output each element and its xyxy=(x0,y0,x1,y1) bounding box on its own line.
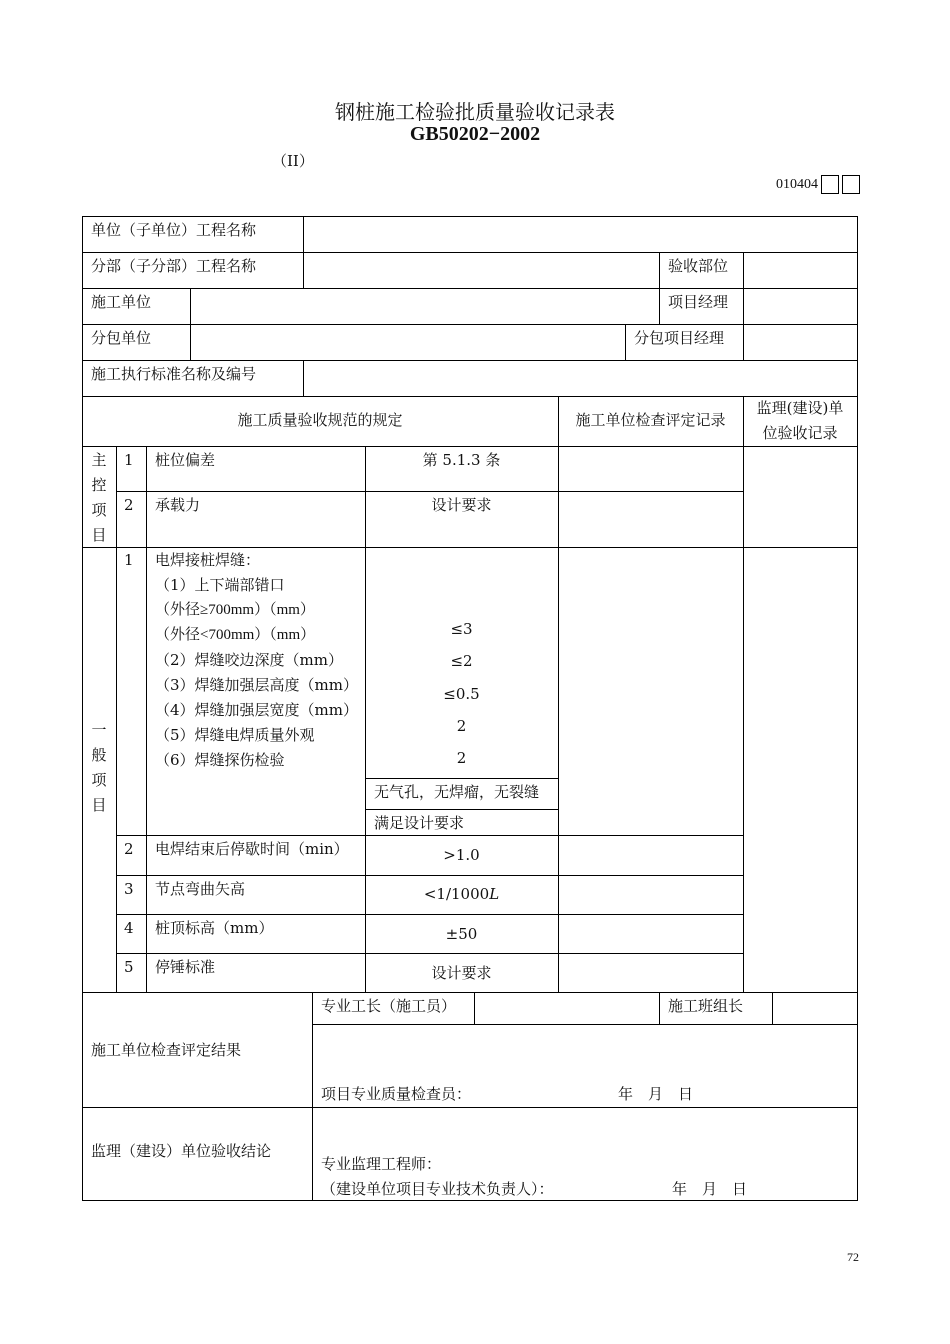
grid-line xyxy=(116,914,743,915)
grid-line xyxy=(743,396,744,992)
foreman-label: 专业工长（施工员） xyxy=(321,997,457,1015)
grid-line xyxy=(82,396,858,397)
construction-unit-label: 施工单位 xyxy=(91,293,152,311)
grid-line xyxy=(82,216,83,1201)
weld-value: 2 xyxy=(456,749,467,767)
general-item-3-req-value: <1/1000 xyxy=(423,885,490,903)
main-group-label: 主控项目 xyxy=(91,451,107,544)
grid-line xyxy=(659,992,660,1024)
weld-item-no: 1 xyxy=(124,551,134,569)
grid-line xyxy=(312,992,313,1200)
grid-line xyxy=(82,992,858,993)
grid-line xyxy=(82,324,858,325)
weld-value: ≤3 xyxy=(450,620,473,638)
grid-line xyxy=(116,446,117,992)
weld-line: （4）焊缝加强层宽度（mm） xyxy=(155,701,358,719)
grid-line xyxy=(303,360,304,396)
grid-line xyxy=(365,778,558,779)
main-item-2-no: 2 xyxy=(124,496,134,514)
construction-result-label: 施工单位检查评定结果 xyxy=(91,1041,242,1059)
weld-value: ≤0.5 xyxy=(443,685,480,703)
code-box-2[interactable] xyxy=(842,175,860,194)
grid-line xyxy=(116,491,743,492)
grid-line xyxy=(116,875,743,876)
weld-line: （6）焊缝探伤检验 xyxy=(155,751,285,769)
inspection-column-header: 施工单位检查评定记录 xyxy=(575,411,726,429)
weld-line: （3）焊缝加强层高度（mm） xyxy=(155,676,358,694)
sub-project-label: 分部（子分部）工程名称 xyxy=(91,257,257,275)
grid-line xyxy=(474,992,475,1024)
general-item-4-no: 4 xyxy=(124,919,134,937)
grid-line xyxy=(857,216,858,1201)
grid-line xyxy=(82,360,858,361)
unit-project-label: 单位（子单位）工程名称 xyxy=(91,221,257,239)
weld-line: （外径≥700mm）（mm） xyxy=(155,602,315,618)
weld-line: （2）焊缝咬边深度（mm） xyxy=(155,651,343,669)
grid-line xyxy=(190,288,191,360)
form-title: 钢桩施工检验批质量验收记录表 xyxy=(335,100,615,124)
team-leader-label: 施工班组长 xyxy=(668,997,744,1015)
grid-line xyxy=(625,324,626,360)
general-item-5-req: 设计要求 xyxy=(431,964,492,982)
grid-line xyxy=(146,446,147,992)
project-manager-label: 项目经理 xyxy=(668,293,729,311)
code-box-1[interactable] xyxy=(821,175,839,194)
quality-inspector-label: 项目专业质量检查员： xyxy=(321,1085,472,1103)
general-item-3-req-unit: L xyxy=(489,885,500,903)
grid-line xyxy=(116,953,743,954)
spec-column-header: 施工质量验收规范的规定 xyxy=(237,411,403,429)
subcontract-unit-label: 分包单位 xyxy=(91,329,152,347)
weld-appearance: 无气孔，无焊瘤，无裂缝 xyxy=(374,783,540,801)
subcontract-manager-label: 分包项目经理 xyxy=(634,329,725,347)
standard-name-label: 施工执行标准名称及编号 xyxy=(91,365,257,383)
main-item-2-req: 设计要求 xyxy=(431,496,492,514)
grid-line xyxy=(558,396,559,992)
general-item-5-no: 5 xyxy=(124,958,134,976)
main-item-1-no: 1 xyxy=(124,451,134,469)
grid-line xyxy=(82,446,858,447)
grid-line xyxy=(772,992,773,1024)
date-1: 年 月 日 xyxy=(618,1085,694,1103)
general-group-label: 一般项目 xyxy=(91,721,107,814)
weld-flaw: 满足设计要求 xyxy=(374,814,465,832)
grid-line xyxy=(82,252,858,253)
grid-line xyxy=(365,809,558,810)
grid-line xyxy=(312,1024,858,1025)
main-item-2-name: 承载力 xyxy=(155,496,201,514)
weld-value: 2 xyxy=(456,717,467,735)
supervision-header-line2: 位验收记录 xyxy=(762,424,838,442)
supervision-conclusion-label: 监理（建设）单位验收结论 xyxy=(91,1142,272,1160)
general-item-2-no: 2 xyxy=(124,840,134,858)
general-item-2-name: 电焊结束后停歇时间（min） xyxy=(155,840,349,858)
general-item-5-name: 停锤标准 xyxy=(155,958,216,976)
general-item-3-name: 节点弯曲矢高 xyxy=(155,880,246,898)
weld-line: （外径<700mm）（mm） xyxy=(155,627,316,643)
general-item-3-no: 3 xyxy=(124,880,134,898)
engineer-label: 专业监理工程师： xyxy=(321,1155,442,1173)
weld-line: （1）上下端部错口 xyxy=(155,576,285,594)
standard-code: GB50202−2002 xyxy=(409,123,541,145)
grid-line xyxy=(659,252,660,324)
general-item-3-req xyxy=(365,882,558,907)
grid-line xyxy=(82,288,858,289)
grid-line xyxy=(82,216,858,217)
page-number: 72 xyxy=(847,1250,859,1264)
general-item-4-req: ±50 xyxy=(445,925,478,943)
weld-value: ≤2 xyxy=(450,652,473,670)
grid-line xyxy=(303,216,304,288)
form-code-text: 010404 xyxy=(776,176,818,192)
main-item-1-req: 第 5.1.3 条 xyxy=(422,451,501,469)
date-2: 年 月 日 xyxy=(672,1180,748,1198)
supervision-header-line1: 监理(建设)单 xyxy=(756,399,844,417)
acceptance-part-label: 验收部位 xyxy=(668,257,729,275)
main-item-1-name: 桩位偏差 xyxy=(155,451,216,469)
owner-rep-label: （建设单位项目专业技术负责人）： xyxy=(321,1180,554,1198)
weld-line: （5）焊缝电焊质量外观 xyxy=(155,726,315,744)
form-subtitle: （II） xyxy=(272,152,314,170)
general-item-4-name: 桩顶标高（mm） xyxy=(155,919,274,937)
grid-line xyxy=(82,1107,858,1108)
general-item-2-req: >1.0 xyxy=(443,846,480,864)
form-code xyxy=(776,175,860,194)
weld-line: 电焊接桩焊缝： xyxy=(155,551,261,569)
grid-line xyxy=(743,252,744,360)
